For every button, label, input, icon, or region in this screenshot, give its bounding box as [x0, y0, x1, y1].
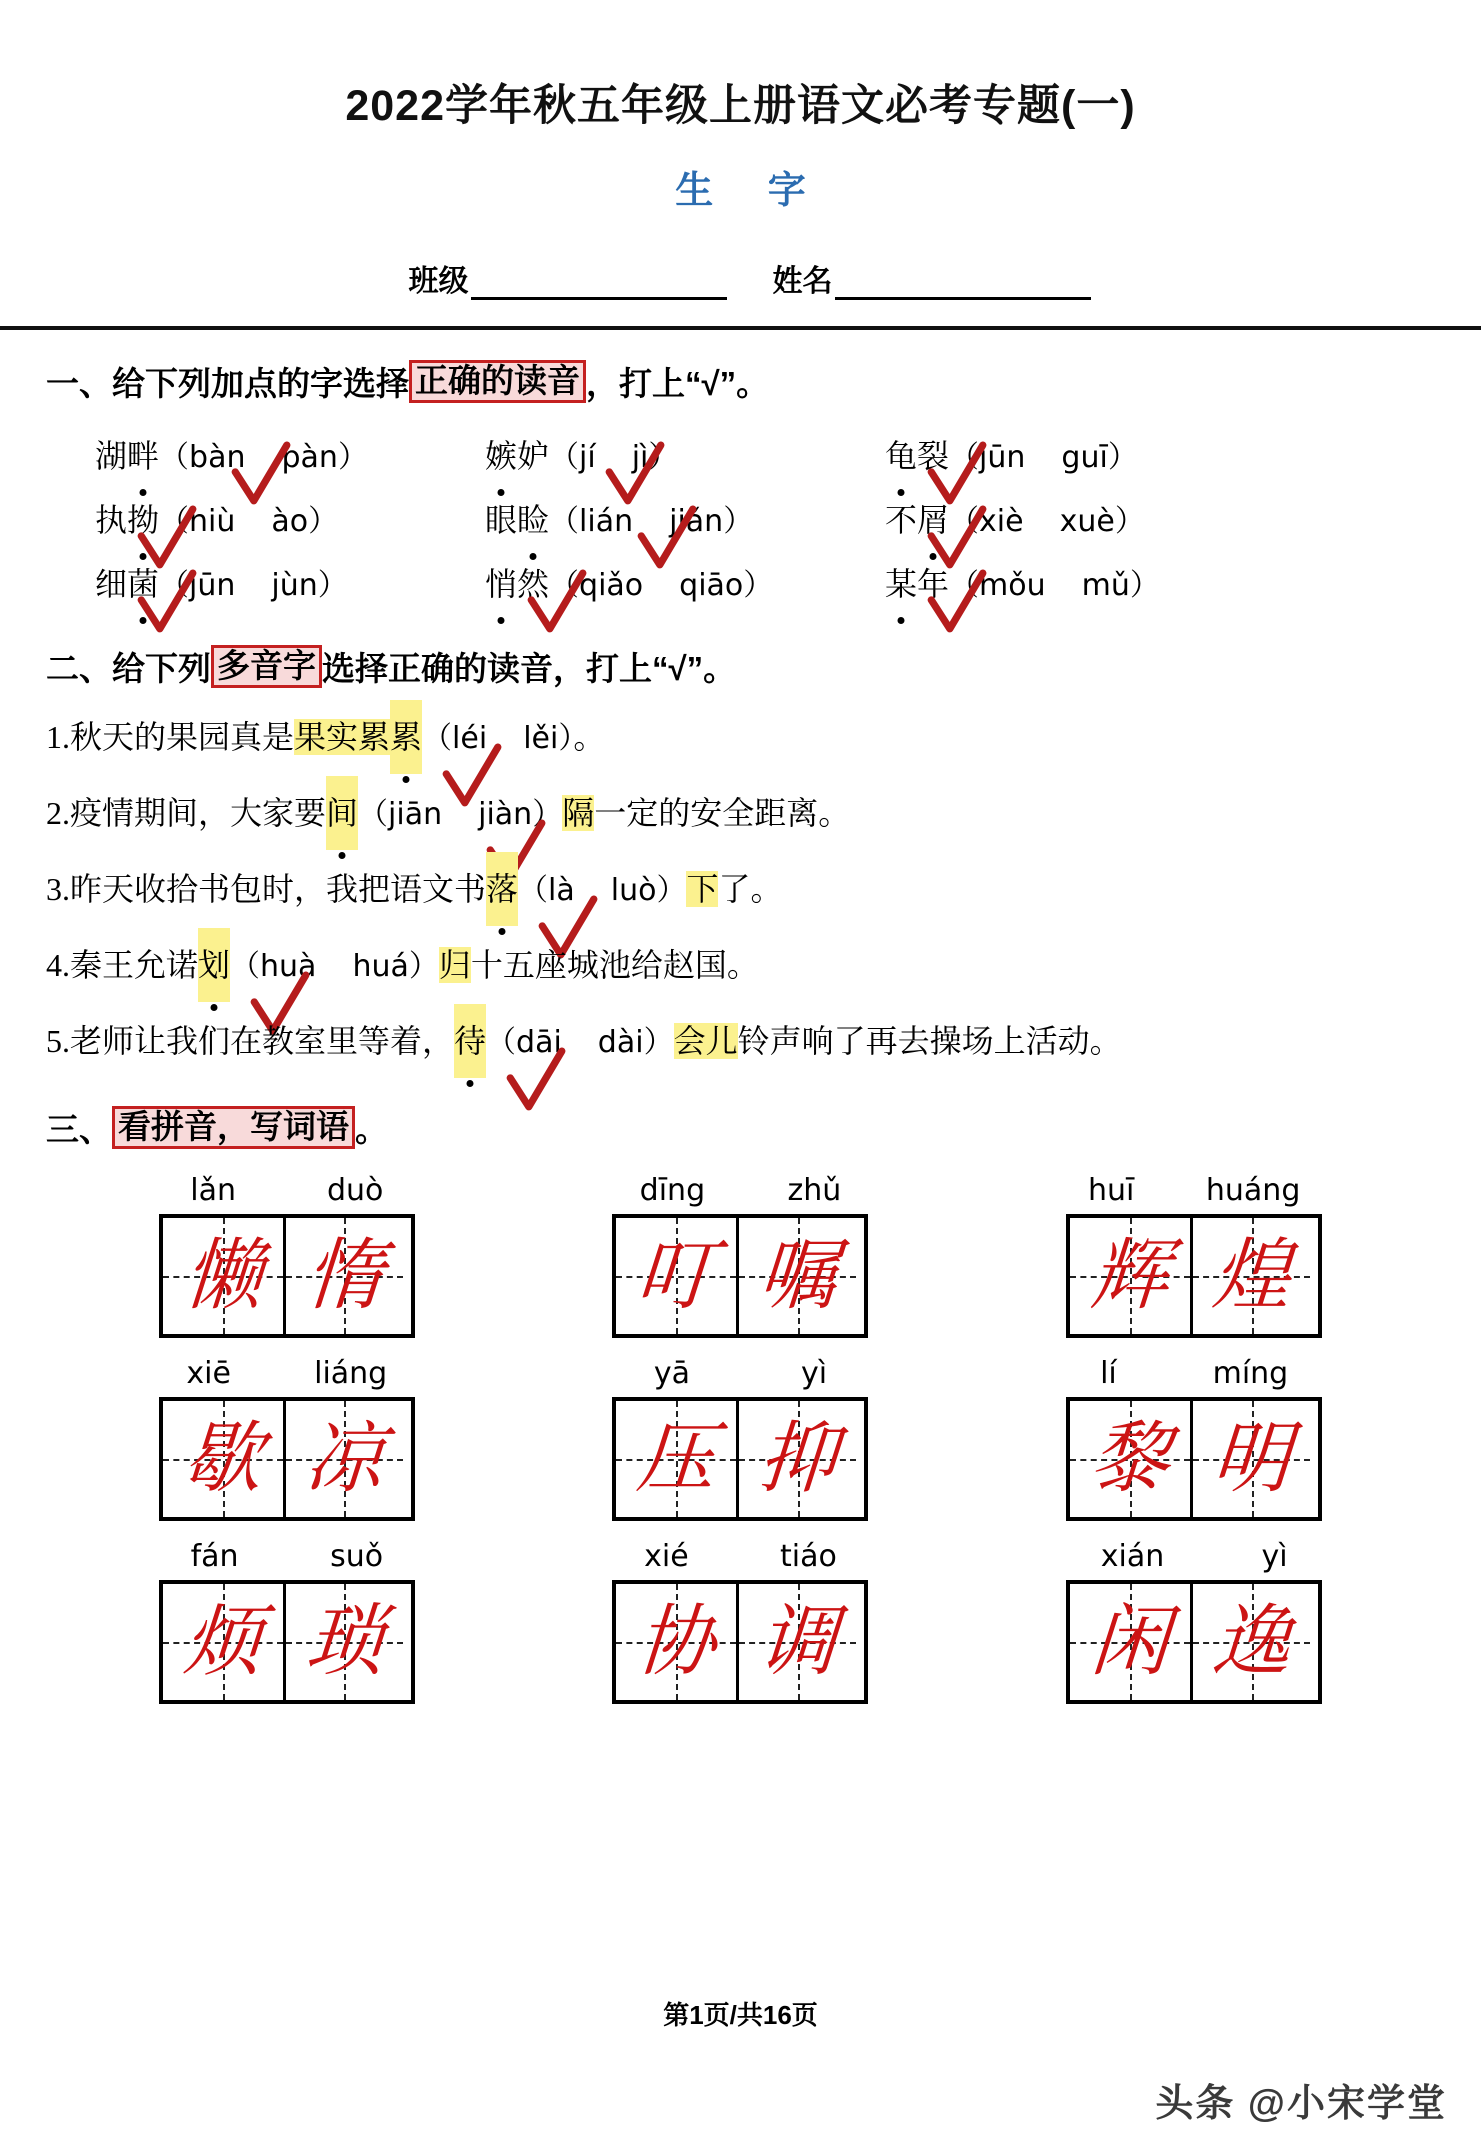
pinyin-option-b[interactable]: dài	[597, 1025, 644, 1060]
sentence-number: 2.	[46, 795, 70, 831]
section-1-heading	[0, 358, 1481, 405]
word-pinyin	[137, 1539, 437, 1574]
pinyin-option-a[interactable]: dāi	[516, 1025, 562, 1060]
pinyin-option-a[interactable]: léi	[452, 721, 488, 756]
word-writing-group	[590, 1173, 890, 1338]
section-3-number: 三、	[46, 1111, 112, 1148]
handwritten-char: 懒	[180, 1232, 265, 1319]
word-writing-group	[1044, 1356, 1344, 1521]
tianzige-cell[interactable]	[163, 1401, 283, 1517]
multi-pronunciation-sentence[interactable]	[0, 1004, 1481, 1080]
section-1-boxed-term: 正确的读音	[409, 360, 586, 403]
page-subtitle: 生 字	[675, 170, 828, 212]
pinyin-options: （jūn jùn）	[159, 568, 348, 603]
pinyin-option-a[interactable]: jūn	[189, 568, 236, 603]
pinyin-choice-word	[95, 438, 159, 474]
pinyin-choice-item[interactable]	[485, 553, 885, 617]
sentence-text: 。	[573, 719, 606, 755]
tianzige-cell[interactable]	[1190, 1218, 1310, 1334]
pinyin-options: （xiè xuè）	[949, 504, 1145, 539]
sentence-text: 一定的安全距离。	[594, 795, 851, 831]
tianzige-cell[interactable]	[616, 1584, 736, 1700]
handwritten-char: 逸	[1209, 1598, 1294, 1685]
tianzige-cell[interactable]	[1190, 1401, 1310, 1517]
section-3-text-after: 。	[355, 1111, 388, 1148]
tianzige-boxes[interactable]	[612, 1214, 868, 1338]
pinyin-option-b[interactable]: pàn	[281, 440, 338, 475]
word-char: 年	[917, 566, 950, 602]
pinyin-option-b[interactable]: jì	[631, 440, 649, 475]
pinyin-option-b[interactable]: jiàn	[478, 797, 533, 832]
pinyin-option-b[interactable]: ào	[271, 504, 309, 539]
sentence-text: 铃声响了再去操场上活动。	[737, 1023, 1122, 1059]
pinyin-choice-item[interactable]	[95, 425, 485, 489]
word-writing-group	[1044, 1173, 1344, 1338]
pinyin-choice-item[interactable]	[885, 425, 1481, 489]
pinyin-option-b[interactable]: xuè	[1059, 504, 1115, 539]
word-char: 眼	[485, 502, 518, 538]
word-writing-group	[137, 1356, 437, 1521]
dotted-char: 嫉	[485, 425, 517, 487]
pinyin-choice-word	[485, 502, 549, 538]
word-pinyin	[137, 1173, 437, 1208]
pinyin-option-a[interactable]: niù	[189, 504, 236, 539]
tianzige-cell[interactable]	[616, 1218, 736, 1334]
section-2-text-after: 选择正确的读音，打上“√”。	[322, 650, 737, 687]
pinyin-syllable: lǎn	[190, 1173, 237, 1208]
word-char: 裂	[917, 438, 950, 474]
pinyin-syllable: míng	[1212, 1356, 1289, 1391]
tianzige-boxes[interactable]	[1066, 1397, 1322, 1521]
dotted-char: 畔	[127, 425, 159, 487]
tianzige-cell[interactable]	[1190, 1584, 1310, 1700]
pinyin-option-a[interactable]: qiǎo	[579, 568, 644, 603]
section-2-boxed-term: 多音字	[211, 645, 322, 688]
multi-pronunciation-sentence[interactable]	[0, 928, 1481, 1004]
page-title: 2022学年秋五年级上册语文必考专题(一)	[345, 82, 1136, 130]
pinyin-choice-item[interactable]	[485, 489, 885, 553]
pinyin-choice-item[interactable]	[885, 553, 1481, 617]
tianzige-boxes[interactable]	[1066, 1214, 1322, 1338]
tianzige-cell[interactable]	[1070, 1401, 1190, 1517]
section-3-heading	[0, 1104, 1481, 1151]
watermark: 头条 @小宋学堂	[1155, 2083, 1447, 2125]
student-info-row	[0, 256, 1481, 300]
pinyin-syllable: xián	[1100, 1539, 1165, 1574]
word-pinyin	[1044, 1539, 1344, 1574]
tianzige-cell[interactable]	[163, 1218, 283, 1334]
handwritten-char: 叮	[634, 1232, 719, 1319]
pinyin-choice-word	[95, 502, 159, 538]
dotted-char: 屑	[917, 489, 949, 551]
pinyin-option-a[interactable]: là	[548, 873, 575, 908]
page-footer: 第1页/共16页	[663, 2000, 818, 2030]
word-char: 妒	[517, 438, 550, 474]
pinyin-choice-item[interactable]	[485, 425, 885, 489]
multi-pronunciation-sentences	[0, 700, 1481, 1080]
tianzige-cell[interactable]	[736, 1218, 856, 1334]
word-char: 细	[95, 566, 128, 602]
multi-pronunciation-sentence[interactable]	[0, 700, 1481, 776]
word-writing-group	[137, 1173, 437, 1338]
pinyin-options: （lián jiǎn）	[549, 504, 754, 539]
word-pinyin	[590, 1539, 890, 1574]
word-pinyin	[1044, 1173, 1344, 1208]
tianzige-cell[interactable]	[1070, 1218, 1190, 1334]
handwritten-char: 辉	[1088, 1232, 1173, 1319]
handwritten-char: 黎	[1088, 1415, 1173, 1502]
highlighted-dotted-char: 划	[198, 928, 230, 1002]
word-char: 然	[517, 566, 550, 602]
pinyin-option-b[interactable]: jiǎn	[669, 504, 724, 539]
handwritten-char: 协	[634, 1598, 719, 1685]
pinyin-syllable: tiáo	[779, 1539, 837, 1574]
pinyin-syllable: lí	[1100, 1356, 1117, 1391]
pinyin-choice-item[interactable]	[95, 489, 485, 553]
tianzige-boxes[interactable]	[159, 1214, 415, 1338]
sentence-number: 1.	[46, 719, 70, 755]
handwritten-char: 明	[1209, 1415, 1294, 1502]
word-pinyin	[1044, 1356, 1344, 1391]
dotted-char: 拗	[127, 489, 159, 551]
pinyin-syllable: huáng	[1205, 1173, 1301, 1208]
pinyin-syllable: dīng	[639, 1173, 706, 1208]
handwritten-char: 歇	[180, 1415, 265, 1502]
dotted-char: 龟	[885, 425, 917, 487]
sentence-text: 了。	[718, 871, 783, 907]
pinyin-option-a[interactable]: jiān	[388, 797, 443, 832]
highlighted-word: 果实累	[294, 719, 391, 755]
handwritten-char: 调	[755, 1598, 841, 1685]
pinyin-option-a[interactable]: jí	[579, 440, 596, 475]
sentence-number: 3.	[46, 871, 70, 907]
class-label: 班级	[408, 265, 469, 298]
pinyin-syllable: liáng	[314, 1356, 388, 1391]
word-pinyin	[137, 1356, 437, 1391]
handwritten-char: 琐	[302, 1598, 387, 1685]
pinyin-options: （jūn guī）	[949, 440, 1138, 475]
pinyin-option-b[interactable]: huá	[352, 949, 409, 984]
pinyin-options: （mǒu mǔ）	[949, 568, 1160, 603]
sentence-text: 老师让我们在教室里等着，	[70, 1023, 455, 1059]
pinyin-syllable: huī	[1087, 1173, 1135, 1208]
write-words-grid	[0, 1173, 1481, 1704]
class-blank-line[interactable]	[471, 267, 727, 300]
tianzige-cell[interactable]	[1070, 1584, 1190, 1700]
highlighted-dotted-char: 待	[454, 1004, 486, 1078]
pinyin-options: （léi lěi）	[422, 721, 573, 756]
name-label: 姓名	[772, 265, 833, 298]
word-writing-group	[1044, 1539, 1344, 1704]
name-blank-line[interactable]	[835, 267, 1091, 300]
handwritten-char: 嘱	[755, 1232, 841, 1319]
handwritten-char: 抑	[755, 1415, 841, 1502]
word-writing-group	[137, 1539, 437, 1704]
section-1-number: 一、	[46, 365, 112, 402]
pinyin-options: （niù ào）	[159, 504, 339, 539]
word-writing-group	[590, 1539, 890, 1704]
pinyin-syllable: yā	[653, 1356, 691, 1391]
pinyin-choice-word	[885, 438, 949, 474]
handwritten-char: 压	[634, 1415, 719, 1502]
section-1-text-before: 给下列加点的字选择	[112, 365, 409, 402]
pinyin-option-a[interactable]: lián	[579, 504, 634, 539]
pinyin-option-b[interactable]: mǔ	[1081, 568, 1130, 603]
tianzige-boxes[interactable]	[612, 1580, 868, 1704]
dotted-char: 某	[885, 553, 917, 615]
pinyin-options: （huà huá）	[230, 949, 439, 984]
pinyin-options: （bàn pàn）	[159, 440, 368, 475]
tianzige-cell[interactable]	[736, 1401, 856, 1517]
pinyin-choice-word	[95, 566, 159, 602]
tianzige-cell[interactable]	[736, 1584, 856, 1700]
word-writing-group	[590, 1356, 890, 1521]
pinyin-option-b[interactable]: luò	[610, 873, 657, 908]
sentence-text: 疫情期间，大家要	[70, 795, 327, 831]
pinyin-option-a[interactable]: jūn	[979, 440, 1026, 475]
sentence-text: 秦王允诺	[70, 947, 199, 983]
pinyin-choice-item[interactable]	[95, 553, 485, 617]
pinyin-choice-grid	[0, 425, 1481, 617]
sentence-number: 5.	[46, 1023, 70, 1059]
section-2-text-before: 给下列	[112, 650, 211, 687]
multi-pronunciation-sentence[interactable]	[0, 776, 1481, 852]
tianzige-cell[interactable]	[283, 1584, 403, 1700]
tianzige-boxes[interactable]	[1066, 1580, 1322, 1704]
word-char: 执	[95, 502, 128, 538]
pinyin-syllable: fán	[190, 1539, 239, 1574]
section-2-heading	[0, 643, 1481, 690]
pinyin-option-b[interactable]: guī	[1061, 440, 1108, 475]
highlighted-word: 下	[686, 871, 719, 907]
pinyin-choice-word	[885, 502, 949, 538]
highlighted-word: 隔	[562, 795, 595, 831]
handwritten-char: 惰	[302, 1232, 387, 1319]
sentence-number: 4.	[46, 947, 70, 983]
pinyin-syllable: suǒ	[330, 1539, 384, 1574]
pinyin-options: （dāi dài）	[486, 1025, 674, 1060]
pinyin-choice-item[interactable]	[885, 489, 1481, 553]
word-char: 湖	[95, 438, 128, 474]
tianzige-boxes[interactable]	[612, 1397, 868, 1521]
pinyin-option-a[interactable]: xiè	[979, 504, 1024, 539]
pinyin-syllable: zhǔ	[787, 1173, 842, 1208]
dotted-char: 菌	[127, 553, 159, 615]
pinyin-choice-word	[485, 566, 549, 602]
handwritten-char: 煌	[1209, 1232, 1294, 1319]
pinyin-syllable: xiē	[186, 1356, 231, 1391]
tianzige-cell[interactable]	[283, 1401, 403, 1517]
pinyin-syllable: yì	[800, 1356, 828, 1391]
highlighted-dotted-char: 累	[390, 700, 422, 774]
pinyin-options: （jiān jiàn）	[358, 797, 562, 832]
word-pinyin	[590, 1173, 890, 1208]
pinyin-choice-word	[485, 438, 549, 474]
pinyin-choice-word	[885, 566, 949, 602]
word-char: 不	[885, 502, 918, 538]
pinyin-option-a[interactable]: bàn	[189, 440, 246, 475]
highlighted-dotted-char: 落	[486, 852, 518, 926]
pinyin-option-b[interactable]: lěi	[523, 721, 559, 756]
dotted-char: 悄	[485, 553, 517, 615]
pinyin-syllable: yì	[1261, 1539, 1288, 1574]
tianzige-cell[interactable]	[616, 1401, 736, 1517]
section-3-boxed-term: 看拼音，写词语	[112, 1106, 355, 1149]
highlighted-dotted-char: 间	[326, 776, 358, 850]
sentence-text: 秋天的果园真是	[70, 719, 295, 755]
handwritten-char: 闲	[1088, 1598, 1173, 1685]
sentence-text: 十五座城池给赵国。	[470, 947, 759, 983]
highlighted-word: 会儿	[673, 1023, 738, 1059]
handwritten-char: 凉	[302, 1415, 387, 1502]
tianzige-boxes[interactable]	[159, 1397, 415, 1521]
tianzige-cell[interactable]	[283, 1218, 403, 1334]
pinyin-option-a[interactable]: mǒu	[979, 568, 1046, 603]
header-divider	[0, 326, 1481, 330]
section-2-number: 二、	[46, 650, 112, 687]
tianzige-boxes[interactable]	[159, 1580, 415, 1704]
dotted-char: 睑	[517, 489, 549, 551]
pinyin-options: （jí jì）	[549, 440, 679, 475]
pinyin-options: （qiǎo qiāo）	[549, 568, 774, 603]
multi-pronunciation-sentence[interactable]	[0, 852, 1481, 928]
pinyin-option-a[interactable]: huà	[260, 949, 317, 984]
word-pinyin	[590, 1356, 890, 1391]
section-1-text-after: ，打上“√”。	[586, 365, 770, 402]
pinyin-syllable: duò	[326, 1173, 384, 1208]
sentence-text: 昨天收拾书包时，我把语文书	[70, 871, 487, 907]
pinyin-options: （là luò）	[518, 873, 686, 908]
highlighted-word: 归	[438, 947, 471, 983]
tianzige-cell[interactable]	[163, 1584, 283, 1700]
class-field[interactable]	[409, 256, 727, 300]
pinyin-option-b[interactable]: qiāo	[679, 568, 744, 603]
pinyin-syllable: xié	[644, 1539, 689, 1574]
name-field[interactable]	[773, 256, 1091, 300]
handwritten-char: 烦	[180, 1598, 265, 1685]
pinyin-option-b[interactable]: jùn	[271, 568, 318, 603]
